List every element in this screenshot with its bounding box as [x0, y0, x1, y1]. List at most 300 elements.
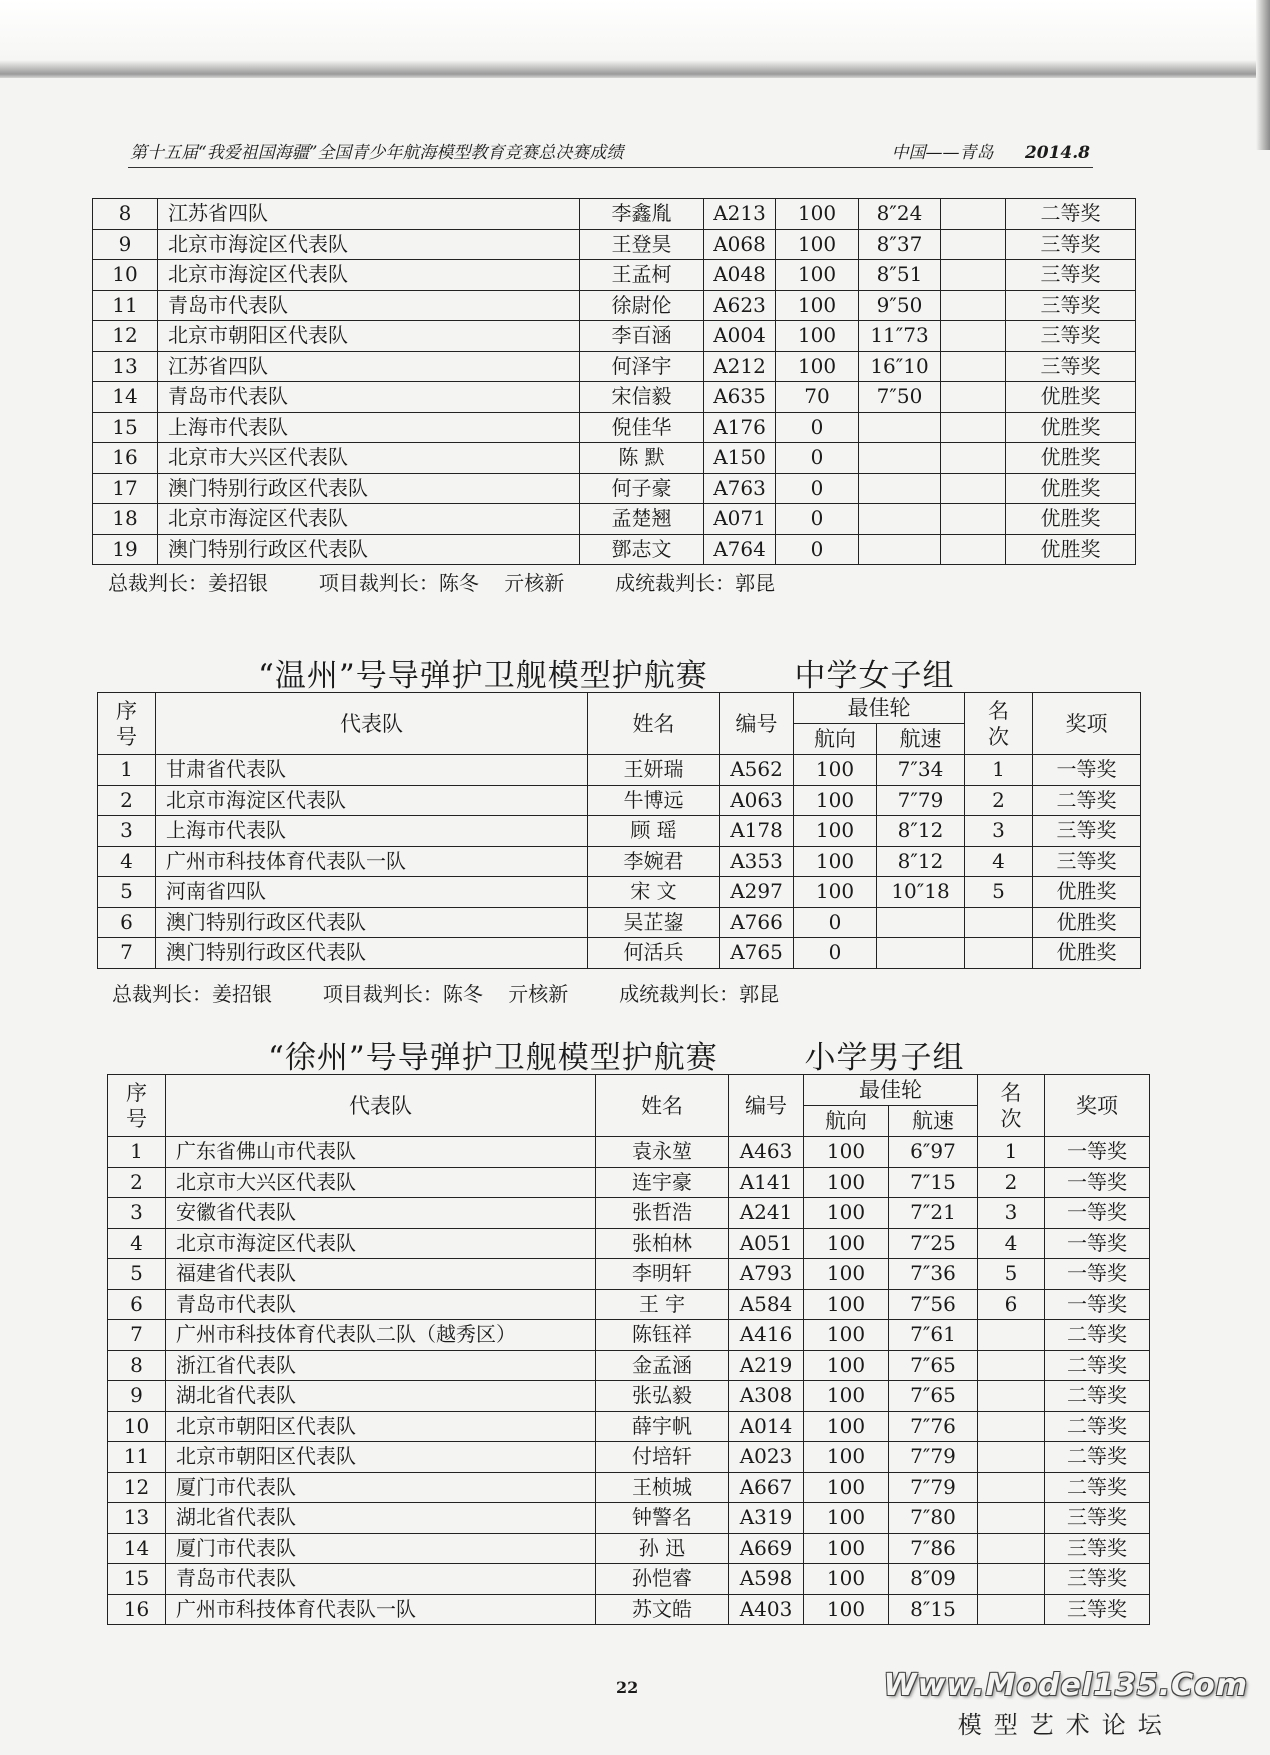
results-table-body	[108, 1137, 1150, 1625]
results-table-boys-primary-school	[107, 1074, 1150, 1625]
page-header	[130, 138, 1090, 163]
cell-team: 江苏省四队	[158, 351, 580, 382]
section-title: “温州”号导弹护卫舰模型护航赛 中学女子组	[258, 658, 955, 694]
cell-number: A793	[729, 1259, 804, 1290]
judges-line: 总裁判长：姜招银 项目裁判长：陈冬 亓核新 成统裁判长：郭昆	[112, 982, 780, 1006]
col-header-number: 编号	[729, 1075, 804, 1137]
cell-team: 澳门特别行政区代表队	[158, 473, 580, 504]
table-row	[108, 1442, 1150, 1473]
cell-award: 三等奖	[1006, 351, 1136, 382]
cell-rank	[941, 229, 1006, 260]
table-row	[108, 1350, 1150, 1381]
cell-team: 湖北省代表队	[166, 1381, 596, 1412]
cell-number: A562	[720, 755, 794, 786]
cell-number: A297	[720, 877, 794, 908]
cell-heading: 100	[804, 1503, 889, 1534]
cell-speed: 7″25	[889, 1228, 978, 1259]
cell-award: 优胜奖	[1006, 534, 1136, 565]
cell-number: A667	[729, 1472, 804, 1503]
cell-team: 北京市海淀区代表队	[158, 260, 580, 291]
cell-rank	[941, 199, 1006, 230]
col-header-name: 姓名	[588, 693, 720, 755]
cell-number: A584	[729, 1289, 804, 1320]
cell-team: 江苏省四队	[158, 199, 580, 230]
cell-award: 三等奖	[1045, 1503, 1150, 1534]
cell-number: A176	[704, 412, 776, 443]
cell-name: 王 宇	[596, 1289, 729, 1320]
cell-award: 优胜奖	[1006, 504, 1136, 535]
cell-number: A004	[704, 321, 776, 352]
cell-award: 优胜奖	[1006, 443, 1136, 474]
cell-name: 薛宇帆	[596, 1411, 729, 1442]
cell-seq: 1	[98, 755, 156, 786]
cell-seq: 8	[108, 1350, 166, 1381]
cell-team: 北京市大兴区代表队	[158, 443, 580, 474]
cell-rank	[978, 1350, 1045, 1381]
cell-rank: 6	[978, 1289, 1045, 1320]
cell-speed	[877, 907, 965, 938]
cell-number: A598	[729, 1564, 804, 1595]
cell-rank	[978, 1594, 1045, 1625]
cell-speed: 8″24	[859, 199, 941, 230]
cell-speed: 7″36	[889, 1259, 978, 1290]
col-header-rank: 名 次	[978, 1075, 1045, 1137]
col-header-name: 姓名	[596, 1075, 729, 1137]
cell-name: 王桢城	[596, 1472, 729, 1503]
page-number: 22	[616, 1678, 639, 1697]
cell-heading: 100	[804, 1594, 889, 1625]
cell-team: 北京市朝阳区代表队	[166, 1442, 596, 1473]
cell-heading: 100	[804, 1533, 889, 1564]
cell-number: A764	[704, 534, 776, 565]
cell-heading: 0	[776, 504, 859, 535]
cell-seq: 14	[108, 1533, 166, 1564]
col-header-award: 奖项	[1045, 1075, 1150, 1137]
cell-seq: 4	[98, 846, 156, 877]
table-row	[108, 1564, 1150, 1595]
cell-seq: 6	[98, 907, 156, 938]
cell-name: 宋 文	[588, 877, 720, 908]
section-title: “徐州”号导弹护卫舰模型护航赛 小学男子组	[268, 1040, 965, 1076]
table-row	[108, 1381, 1150, 1412]
cell-number: A063	[720, 785, 794, 816]
cell-number: A319	[729, 1503, 804, 1534]
col-header-team: 代表队	[166, 1075, 596, 1137]
cell-speed: 7″61	[889, 1320, 978, 1351]
cell-rank	[978, 1381, 1045, 1412]
cell-heading: 100	[804, 1564, 889, 1595]
cell-number: A416	[729, 1320, 804, 1351]
cell-seq: 12	[108, 1472, 166, 1503]
cell-seq: 7	[98, 938, 156, 969]
cell-rank: 2	[965, 785, 1033, 816]
cell-team: 甘肃省代表队	[156, 755, 588, 786]
cell-speed: 16″10	[859, 351, 941, 382]
cell-award: 三等奖	[1006, 290, 1136, 321]
cell-name: 吴芷鋆	[588, 907, 720, 938]
table-row	[93, 504, 1136, 535]
cell-number: A071	[704, 504, 776, 535]
cell-team: 福建省代表队	[166, 1259, 596, 1290]
cell-speed	[859, 473, 941, 504]
cell-number: A023	[729, 1442, 804, 1473]
cell-team: 北京市海淀区代表队	[158, 229, 580, 260]
watermark-url: Www.Model135.Com	[883, 1668, 1248, 1703]
cell-rank	[978, 1503, 1045, 1534]
cell-seq: 3	[108, 1198, 166, 1229]
cell-seq: 4	[108, 1228, 166, 1259]
cell-rank	[978, 1472, 1045, 1503]
cell-speed: 9″50	[859, 290, 941, 321]
cell-name: 李明轩	[596, 1259, 729, 1290]
page-header-title: 第十五届“我爱祖国海疆”全国青少年航海模型教育竞赛总决赛成绩	[130, 143, 624, 163]
cell-name: 金孟涵	[596, 1350, 729, 1381]
page-header-location: 中国——青岛	[891, 143, 994, 163]
cell-heading: 100	[804, 1320, 889, 1351]
results-table-girls-middle-school	[97, 692, 1141, 969]
cell-name: 袁永堃	[596, 1137, 729, 1168]
table-row	[98, 785, 1141, 816]
cell-heading: 100	[804, 1198, 889, 1229]
cell-heading: 100	[776, 290, 859, 321]
col-header-number: 编号	[720, 693, 794, 755]
table-row	[93, 260, 1136, 291]
cell-heading: 0	[776, 412, 859, 443]
cell-rank: 5	[978, 1259, 1045, 1290]
cell-seq: 16	[93, 443, 158, 474]
cell-number: A150	[704, 443, 776, 474]
cell-number: A669	[729, 1533, 804, 1564]
table-row	[93, 382, 1136, 413]
cell-team: 安徽省代表队	[166, 1198, 596, 1229]
cell-name: 李婉君	[588, 846, 720, 877]
cell-heading: 100	[794, 877, 877, 908]
cell-name: 孙恺睿	[596, 1564, 729, 1595]
table-row	[98, 755, 1141, 786]
cell-heading: 100	[804, 1442, 889, 1473]
cell-name: 何子豪	[580, 473, 704, 504]
col-header-award: 奖项	[1033, 693, 1141, 755]
table-row	[93, 290, 1136, 321]
cell-number: A403	[729, 1594, 804, 1625]
cell-heading: 0	[776, 473, 859, 504]
cell-award: 优胜奖	[1006, 473, 1136, 504]
cell-name: 孙 迅	[596, 1533, 729, 1564]
cell-heading: 0	[776, 534, 859, 565]
cell-number: A763	[704, 473, 776, 504]
table-row	[93, 473, 1136, 504]
cell-rank: 4	[965, 846, 1033, 877]
cell-seq: 15	[108, 1564, 166, 1595]
cell-seq: 2	[98, 785, 156, 816]
results-table-header	[108, 1075, 1150, 1137]
cell-heading: 100	[776, 351, 859, 382]
cell-number: A048	[704, 260, 776, 291]
cell-speed: 6″97	[889, 1137, 978, 1168]
cell-heading: 0	[794, 907, 877, 938]
scan-edge	[0, 0, 1270, 78]
cell-heading: 0	[776, 443, 859, 474]
cell-name: 孟楚翘	[580, 504, 704, 535]
cell-team: 广州市科技体育代表队二队（越秀区）	[166, 1320, 596, 1351]
cell-heading: 100	[804, 1228, 889, 1259]
cell-seq: 13	[108, 1503, 166, 1534]
cell-heading: 100	[794, 755, 877, 786]
cell-team: 上海市代表队	[158, 412, 580, 443]
table-row	[108, 1289, 1150, 1320]
cell-number: A308	[729, 1381, 804, 1412]
watermark	[884, 1668, 1248, 1740]
table-row	[98, 816, 1141, 847]
cell-speed	[859, 412, 941, 443]
table-row	[98, 877, 1141, 908]
table-row	[108, 1167, 1150, 1198]
cell-team: 北京市朝阳区代表队	[158, 321, 580, 352]
table-row	[98, 907, 1141, 938]
cell-rank	[978, 1411, 1045, 1442]
cell-award: 二等奖	[1045, 1350, 1150, 1381]
cell-number: A178	[720, 816, 794, 847]
cell-speed: 7″79	[889, 1472, 978, 1503]
cell-award: 三等奖	[1045, 1594, 1150, 1625]
cell-name: 李百涵	[580, 321, 704, 352]
cell-seq: 11	[93, 290, 158, 321]
cell-rank: 1	[965, 755, 1033, 786]
cell-speed: 7″65	[889, 1350, 978, 1381]
cell-team: 湖北省代表队	[166, 1503, 596, 1534]
cell-seq: 5	[98, 877, 156, 908]
cell-speed: 7″76	[889, 1411, 978, 1442]
cell-award: 优胜奖	[1033, 877, 1141, 908]
cell-name: 王登昊	[580, 229, 704, 260]
cell-speed: 7″34	[877, 755, 965, 786]
col-header-heading: 航向	[794, 724, 877, 755]
cell-award: 一等奖	[1045, 1137, 1150, 1168]
cell-seq: 13	[93, 351, 158, 382]
cell-name: 陈钰祥	[596, 1320, 729, 1351]
cell-heading: 100	[804, 1350, 889, 1381]
cell-award: 二等奖	[1045, 1411, 1150, 1442]
cell-speed: 8″12	[877, 816, 965, 847]
cell-award: 优胜奖	[1033, 938, 1141, 969]
cell-team: 北京市海淀区代表队	[158, 504, 580, 535]
cell-seq: 19	[93, 534, 158, 565]
cell-seq: 18	[93, 504, 158, 535]
cell-speed: 7″80	[889, 1503, 978, 1534]
cell-name: 何泽宇	[580, 351, 704, 382]
cell-heading: 70	[776, 382, 859, 413]
cell-heading: 100	[776, 229, 859, 260]
table-row	[93, 534, 1136, 565]
cell-team: 青岛市代表队	[166, 1564, 596, 1595]
cell-seq: 6	[108, 1289, 166, 1320]
cell-team: 北京市朝阳区代表队	[166, 1411, 596, 1442]
table-row	[108, 1472, 1150, 1503]
cell-rank: 2	[978, 1167, 1045, 1198]
cell-rank	[978, 1564, 1045, 1595]
cell-award: 一等奖	[1045, 1167, 1150, 1198]
table-row	[93, 321, 1136, 352]
col-header-speed: 航速	[889, 1106, 978, 1137]
cell-heading: 100	[804, 1289, 889, 1320]
cell-award: 三等奖	[1033, 816, 1141, 847]
cell-heading: 100	[794, 816, 877, 847]
cell-rank	[978, 1442, 1045, 1473]
cell-name: 苏文皓	[596, 1594, 729, 1625]
cell-heading: 100	[804, 1137, 889, 1168]
cell-award: 三等奖	[1006, 260, 1136, 291]
results-table-continued	[92, 198, 1136, 565]
table-row	[108, 1320, 1150, 1351]
col-header-best-round: 最佳轮	[794, 693, 965, 724]
results-table-body	[98, 755, 1141, 969]
cell-speed: 7″65	[889, 1381, 978, 1412]
table-row	[108, 1198, 1150, 1229]
cell-team: 上海市代表队	[156, 816, 588, 847]
cell-team: 青岛市代表队	[158, 290, 580, 321]
page-header-date: 2014.8	[1024, 143, 1090, 163]
cell-heading: 100	[804, 1167, 889, 1198]
cell-rank	[965, 938, 1033, 969]
table-row	[108, 1594, 1150, 1625]
cell-award: 一等奖	[1045, 1259, 1150, 1290]
cell-rank	[941, 290, 1006, 321]
cell-name: 宋信毅	[580, 382, 704, 413]
results-table-body	[93, 199, 1136, 565]
cell-number: A766	[720, 907, 794, 938]
cell-name: 张弘毅	[596, 1381, 729, 1412]
cell-heading: 100	[776, 321, 859, 352]
cell-rank	[941, 351, 1006, 382]
cell-rank	[941, 534, 1006, 565]
cell-speed: 7″15	[889, 1167, 978, 1198]
cell-number: A014	[729, 1411, 804, 1442]
cell-name: 连宇豪	[596, 1167, 729, 1198]
cell-number: A765	[720, 938, 794, 969]
cell-team: 澳门特别行政区代表队	[156, 907, 588, 938]
cell-award: 二等奖	[1045, 1472, 1150, 1503]
cell-rank: 3	[978, 1198, 1045, 1229]
cell-speed: 7″21	[889, 1198, 978, 1229]
cell-name: 王孟柯	[580, 260, 704, 291]
cell-speed: 7″79	[877, 785, 965, 816]
cell-speed: 7″56	[889, 1289, 978, 1320]
cell-team: 澳门特别行政区代表队	[158, 534, 580, 565]
cell-number: A635	[704, 382, 776, 413]
cell-team: 河南省四队	[156, 877, 588, 908]
col-header-seq: 序 号	[98, 693, 156, 755]
cell-number: A213	[704, 199, 776, 230]
col-header-best-round: 最佳轮	[804, 1075, 978, 1106]
cell-rank	[941, 504, 1006, 535]
cell-award: 一等奖	[1045, 1198, 1150, 1229]
cell-speed: 7″50	[859, 382, 941, 413]
cell-number: A141	[729, 1167, 804, 1198]
table-row	[108, 1137, 1150, 1168]
cell-award: 二等奖	[1045, 1442, 1150, 1473]
cell-seq: 9	[93, 229, 158, 260]
cell-heading: 100	[794, 846, 877, 877]
cell-award: 三等奖	[1006, 229, 1136, 260]
cell-number: A623	[704, 290, 776, 321]
cell-team: 广州市科技体育代表队一队	[156, 846, 588, 877]
table-row	[98, 846, 1141, 877]
cell-award: 优胜奖	[1006, 412, 1136, 443]
cell-team: 浙江省代表队	[166, 1350, 596, 1381]
cell-name: 牛博远	[588, 785, 720, 816]
cell-rank	[978, 1320, 1045, 1351]
cell-heading: 100	[804, 1259, 889, 1290]
cell-award: 优胜奖	[1006, 382, 1136, 413]
table-row	[93, 199, 1136, 230]
cell-seq: 11	[108, 1442, 166, 1473]
cell-heading: 100	[794, 785, 877, 816]
cell-award: 三等奖	[1033, 846, 1141, 877]
scan-edge-right	[1256, 0, 1270, 150]
cell-rank	[941, 260, 1006, 291]
cell-team: 厦门市代表队	[166, 1533, 596, 1564]
cell-speed: 11″73	[859, 321, 941, 352]
cell-rank: 4	[978, 1228, 1045, 1259]
cell-seq: 14	[93, 382, 158, 413]
cell-seq: 10	[108, 1411, 166, 1442]
cell-rank	[978, 1533, 1045, 1564]
cell-heading: 100	[776, 199, 859, 230]
col-header-heading: 航向	[804, 1106, 889, 1137]
cell-speed: 8″12	[877, 846, 965, 877]
cell-team: 厦门市代表队	[166, 1472, 596, 1503]
table-row	[108, 1259, 1150, 1290]
cell-rank	[965, 907, 1033, 938]
cell-rank	[941, 382, 1006, 413]
col-header-speed: 航速	[877, 724, 965, 755]
cell-speed	[859, 504, 941, 535]
cell-rank	[941, 443, 1006, 474]
cell-seq: 7	[108, 1320, 166, 1351]
cell-award: 三等奖	[1045, 1564, 1150, 1595]
cell-seq: 3	[98, 816, 156, 847]
cell-team: 广州市科技体育代表队一队	[166, 1594, 596, 1625]
cell-seq: 15	[93, 412, 158, 443]
cell-speed	[877, 938, 965, 969]
cell-name: 钟警名	[596, 1503, 729, 1534]
table-row	[93, 443, 1136, 474]
cell-award: 三等奖	[1006, 321, 1136, 352]
cell-award: 三等奖	[1045, 1533, 1150, 1564]
cell-number: A353	[720, 846, 794, 877]
cell-seq: 9	[108, 1381, 166, 1412]
cell-team: 青岛市代表队	[158, 382, 580, 413]
cell-heading: 0	[794, 938, 877, 969]
cell-name: 张柏林	[596, 1228, 729, 1259]
cell-number: A463	[729, 1137, 804, 1168]
cell-speed: 7″86	[889, 1533, 978, 1564]
cell-number: A068	[704, 229, 776, 260]
cell-name: 顾 瑶	[588, 816, 720, 847]
cell-rank	[941, 321, 1006, 352]
cell-speed: 8″37	[859, 229, 941, 260]
cell-name: 陈 默	[580, 443, 704, 474]
cell-speed: 8″15	[889, 1594, 978, 1625]
cell-seq: 12	[93, 321, 158, 352]
cell-speed: 8″09	[889, 1564, 978, 1595]
cell-award: 二等奖	[1006, 199, 1136, 230]
col-header-team: 代表队	[156, 693, 588, 755]
page-header-right	[892, 138, 1090, 163]
col-header-rank: 名 次	[965, 693, 1033, 755]
table-row	[93, 229, 1136, 260]
header-divider	[128, 167, 1093, 168]
